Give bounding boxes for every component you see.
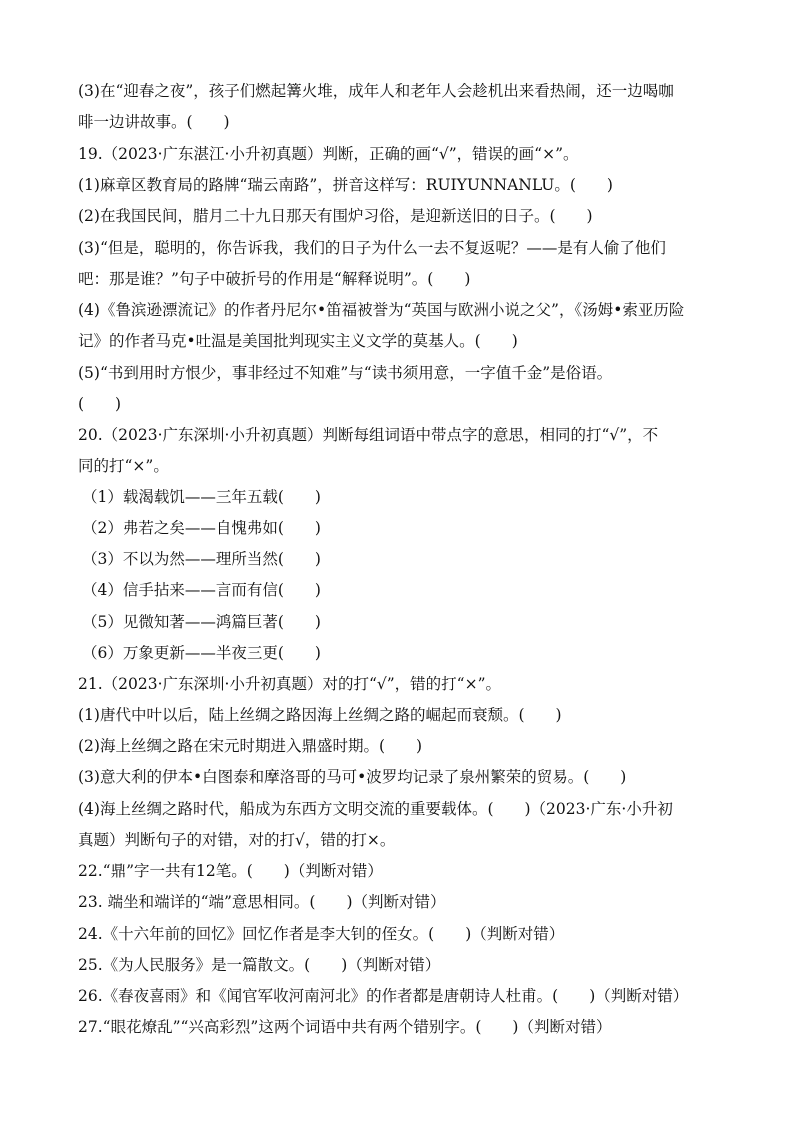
q19-item-1: (1)麻章区教育局的路牌“瑞云南路”，拼音这样写：RUIYUNNANLU。( ) [78,176,613,194]
q20-item-6: （6）万象更新——半夜三更( ) [82,644,321,662]
q21-item-2: (2)海上丝绸之路在宋元时期进入鼎盛时期。( ) [78,737,423,755]
q25: 25.《为人民服务》是一篇散文。( )（判断对错） [78,956,441,974]
q22: 22.“鼎”字一共有12笔。( )（判断对错） [78,862,383,880]
q21-item-4-line1: (4)海上丝绸之路时代，船成为东西方文明交流的重要载体。( )（2023·广东·小升初 [78,800,673,818]
q19-item-2: (2)在我国民间，腊月二十九日那天有围炉习俗，是迎新送旧的日子。( ) [78,207,593,225]
q20-item-3: （3）不以为然——理所当然( ) [82,550,321,568]
q21-item-1: (1)唐代中叶以后，陆上丝绸之路因海上丝绸之路的崛起而衰颓。( ) [78,706,562,724]
q20-heading-line2: 同的打“×”。 [78,457,169,475]
q23: 23. 端坐和端详的“端”意思相同。( )（判断对错） [78,893,446,911]
q21-item-3: (3)意大利的伊本•白图泰和摩洛哥的马可•波罗均记录了泉州繁荣的贸易。( ) [78,768,627,786]
q20-item-4: （4）信手拈来——言而有信( ) [82,581,321,599]
q19-item-4-line1: (4)《鲁滨逊漂流记》的作者丹尼尔•笛福被誉为“英国与欧洲小说之父”，《汤姆•索亚历险 [78,301,685,319]
q18-item-3-line2: 啡一边讲故事。( ) [78,113,230,131]
q26: 26.《春夜喜雨》和《闻官军收河南河北》的作者都是唐朝诗人杜甫。( )（判断对错） [78,987,689,1005]
q27: 27.“眼花燎乱”“兴高彩烈”这两个词语中共有两个错别字。( )（判断对错） [78,1018,612,1036]
q19-item-3-line1: (3)“但是，聪明的，你告诉我，我们的日子为什么一去不复返呢？——是有人偷了他们 [78,239,666,257]
q20-item-5: （5）见微知著——鸿篇巨著( ) [82,613,321,631]
q19-item-5-line2: ( ) [78,395,122,413]
q19-item-4-line2: 记》的作者马克•吐温是美国批判现实主义文学的莫基人。( ) [78,332,518,350]
q24: 24.《十六年前的回忆》回忆作者是李大钊的侄女。( )（判断对错） [78,925,565,943]
q20-item-1: （1）载渴载饥——三年五载( ) [82,488,321,506]
q21-heading: 21.（2023·广东深圳·小升初真题）对的打“√”，错的打“×”。 [78,675,502,693]
q19-heading: 19.（2023·广东湛江·小升初真题）判断，正确的画“√”，错误的画“×”。 [78,145,579,163]
q19-item-5-line1: (5)“书到用时方恨少，事非经过不知难”与“读书须用意，一字值千金”是俗语。 [78,364,613,382]
q21-item-4-line2: 真题）判断句子的对错，对的打√，错的打×。 [78,831,396,849]
q20-item-2: （2）弗若之矣——自愧弗如( ) [82,519,321,537]
q19-item-3-line2: 吧：那是谁？”句子中破折号的作用是“解释说明”。( ) [78,270,471,288]
q20-heading-line1: 20.（2023·广东深圳·小升初真题）判断每组词语中带点字的意思，相同的打“√”，不 [78,426,659,444]
q18-item-3-line1: (3)在“迎春之夜”，孩子们燃起篝火堆，成年人和老年人会趁机出来看热闹，还一边喝咖 [78,82,674,100]
